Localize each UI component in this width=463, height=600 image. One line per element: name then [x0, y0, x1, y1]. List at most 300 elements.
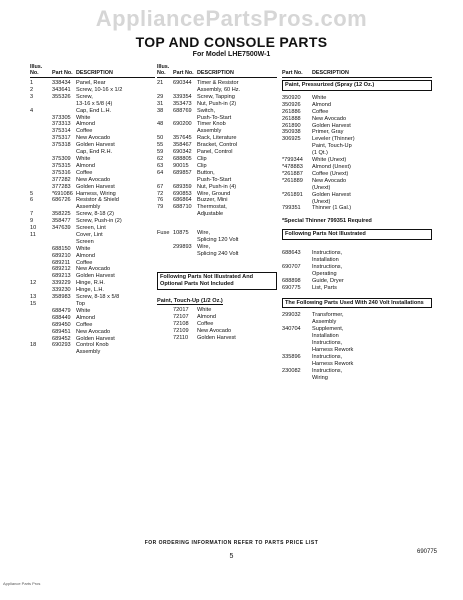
part-description: Thermostat, — [197, 204, 227, 211]
part-number: 338434 — [52, 80, 71, 86]
part-number — [282, 257, 312, 264]
part-number: 358983 — [52, 294, 71, 301]
part-number: 375318 — [52, 142, 71, 149]
column-header — [282, 60, 432, 78]
part-description: Coffee — [76, 259, 93, 266]
page-number: 5 — [229, 553, 234, 560]
part-description: White — [76, 245, 91, 252]
illus-number: 11 — [30, 231, 36, 238]
illus-number: Fuse — [157, 230, 170, 237]
parts-row — [282, 375, 432, 382]
illus-number — [157, 251, 173, 258]
parts-row — [30, 315, 155, 322]
part-number: 688449 — [52, 314, 71, 321]
parts-row — [282, 143, 432, 150]
part-description: Bracket, Control — [197, 142, 238, 149]
part-description: White (Unext) — [312, 157, 347, 164]
illus-number — [30, 336, 52, 343]
part-number: 358225 — [52, 211, 71, 218]
parts-row — [282, 271, 432, 278]
part-number: *261891 — [282, 191, 303, 198]
part-description: Screw, 8-18 x 5/8 — [76, 294, 120, 301]
part-number: 688710 — [173, 204, 192, 211]
part-number: 340704 — [282, 326, 301, 333]
parts-row — [282, 185, 432, 192]
part-number — [282, 143, 312, 150]
illus-number — [157, 87, 173, 94]
part-description: Assembly — [197, 128, 222, 135]
part-description: Nut, Push-in (2) — [197, 100, 237, 107]
parts-row — [282, 326, 432, 333]
part-header: Part No. — [52, 70, 73, 76]
illus-number — [30, 177, 52, 184]
corner-mark: Appliance Parts Pros — [3, 581, 41, 586]
illus-number — [30, 149, 52, 156]
parts-row — [157, 94, 277, 101]
illus-number — [157, 307, 173, 314]
touchup-list — [157, 307, 277, 342]
touchup-label: Paint, Touch-Up (1/2 Oz.) — [157, 297, 223, 304]
parts-row — [282, 312, 432, 319]
part-description: Control Knob — [76, 342, 109, 349]
part-number — [173, 251, 197, 258]
part-description: Golden Harvest — [312, 122, 351, 129]
parts-row — [282, 178, 432, 185]
parts-row — [30, 246, 155, 253]
parts-row — [282, 340, 432, 347]
illus-number: 38 — [157, 107, 164, 114]
part-number: 72110 — [173, 335, 189, 342]
illus-number: 79 — [157, 204, 164, 211]
part-number: 688769 — [173, 107, 192, 114]
part-number — [282, 185, 312, 192]
illus-number — [30, 128, 52, 135]
parts-row — [30, 336, 155, 343]
part-description: Screen — [76, 238, 94, 245]
part-description: 13-16 x 5/8 (4) — [76, 100, 113, 107]
parts-row — [282, 102, 432, 109]
parts-row — [30, 301, 155, 308]
parts-row — [282, 319, 432, 326]
parts-row — [157, 108, 277, 115]
part-description: (Unext) — [312, 184, 331, 191]
part-description: Cap, End R.H. — [76, 149, 113, 156]
parts-row — [30, 211, 155, 218]
parts-row — [282, 333, 432, 340]
part-description: Switch, — [197, 107, 216, 114]
illus-number — [30, 315, 52, 322]
part-description: Wiring — [312, 374, 328, 381]
illus-number: 3 — [30, 93, 34, 100]
part-description: New Avocado — [76, 328, 111, 335]
part-number: 690707 — [282, 263, 301, 270]
part-number: 686726 — [52, 197, 71, 204]
parts-row — [157, 142, 277, 149]
part-description: Installation — [312, 333, 339, 340]
part-description: New Avocado — [76, 176, 111, 183]
parts-row — [157, 121, 277, 128]
illus-number — [157, 328, 173, 335]
part-number: 688805 — [173, 155, 192, 162]
illus-number — [30, 246, 52, 253]
model-subtitle: For Model LHE7500W-1 — [192, 51, 271, 58]
illus-number — [30, 115, 52, 122]
part-number: 689857 — [173, 169, 192, 176]
parts-row — [157, 237, 277, 244]
part-number: 375316 — [52, 169, 71, 176]
part-description: Buzzer, Mini — [197, 197, 228, 204]
part-description: New Avocado — [76, 266, 111, 273]
description-header: DESCRIPTION — [76, 70, 113, 76]
parts-row — [282, 368, 432, 375]
column-header — [157, 60, 277, 78]
illus-number: 12 — [30, 280, 37, 287]
part-number: 350938 — [282, 129, 301, 136]
illus-number: 31 — [157, 100, 164, 107]
illus-number — [157, 321, 173, 328]
page-title: TOP AND CONSOLE PARTS — [135, 34, 328, 50]
parts-row — [30, 197, 155, 204]
parts-row — [282, 257, 432, 264]
illus-number — [30, 349, 52, 356]
parts-row — [30, 280, 155, 287]
parts-row — [282, 123, 432, 130]
parts-list — [30, 80, 155, 356]
part-number: 690344 — [173, 80, 192, 86]
part-number: 799351 — [282, 205, 301, 212]
part-description: Primer, Gray — [312, 129, 344, 136]
illus-number: 6 — [30, 197, 34, 204]
part-number: 689213 — [52, 273, 71, 280]
parts-row — [282, 116, 432, 123]
illus-number: 72 — [157, 190, 164, 197]
parts-row — [157, 230, 277, 237]
part-description: Leveler (Thinner) — [312, 136, 355, 143]
document-number: 690775 — [417, 549, 438, 555]
parts-column-3 — [282, 60, 432, 382]
parts-row — [30, 294, 155, 301]
parts-row — [30, 94, 155, 101]
part-number: 690200 — [173, 121, 192, 128]
parts-row — [30, 115, 155, 122]
parts-row — [30, 80, 155, 87]
part-number — [282, 347, 312, 354]
parts-row — [30, 266, 155, 273]
part-number — [282, 319, 312, 326]
part-number: 690775 — [282, 284, 301, 291]
part-description: Push-To-Start — [197, 176, 232, 183]
parts-row — [30, 177, 155, 184]
parts-row — [157, 335, 277, 342]
illus-number: 50 — [157, 135, 164, 142]
part-description: Coffee — [312, 108, 329, 115]
part-number — [52, 204, 76, 211]
part-number — [173, 87, 197, 94]
part-number: 72017 — [173, 307, 189, 314]
part-number: 377283 — [52, 183, 71, 190]
part-number — [52, 232, 76, 239]
part-description: Harness, Wiring — [76, 190, 116, 197]
part-number — [52, 101, 76, 108]
parts-row — [30, 342, 155, 349]
part-description: Harness Rework — [312, 360, 354, 367]
part-description: Resistor & Shield — [76, 197, 119, 204]
illus-number — [30, 239, 52, 246]
part-description: Assembly — [312, 319, 337, 326]
part-number — [282, 150, 312, 157]
part-description: Supplement, — [312, 326, 344, 333]
part-number: 358467 — [173, 142, 192, 149]
illus-number: 9 — [30, 218, 34, 225]
part-number — [282, 375, 312, 382]
part-description: Push-To-Start — [197, 114, 232, 121]
part-number: 343641 — [52, 86, 71, 93]
part-description: White — [197, 307, 212, 314]
part-number: 373305 — [52, 114, 71, 121]
parts-row — [30, 329, 155, 336]
parts-row — [157, 184, 277, 191]
part-description: Assembly — [76, 349, 101, 356]
part-description: Timer Knob — [197, 121, 226, 128]
part-description: Wire, — [197, 243, 211, 250]
part-number: 688479 — [52, 307, 71, 314]
illus-number — [30, 163, 52, 170]
part-description: Adjustable — [197, 211, 224, 218]
part-number: 375315 — [52, 162, 71, 169]
part-description: Paint, Touch-Up — [312, 143, 352, 150]
part-number: 689359 — [173, 183, 192, 190]
part-description: Almond — [312, 101, 331, 108]
part-description: Clip — [197, 162, 207, 169]
parts-row — [157, 115, 277, 122]
part-number: 261890 — [282, 122, 301, 129]
part-description: Transformer, — [312, 312, 344, 319]
part-description: Hinge, L.H. — [76, 287, 104, 294]
parts-row — [157, 170, 277, 177]
illus-number: 10 — [30, 225, 37, 232]
part-description: Assembly, 60 Hz. — [197, 86, 241, 93]
parts-row — [282, 354, 432, 361]
parts-row — [157, 328, 277, 335]
parts-list — [282, 250, 432, 291]
part-description: Golden Harvest — [76, 142, 115, 149]
part-description: Clip — [197, 155, 207, 162]
parts-row — [30, 149, 155, 156]
illus-number — [157, 335, 173, 342]
part-description: Almond — [197, 314, 216, 321]
illus-number: 18 — [30, 342, 37, 349]
illus-number: 63 — [157, 162, 164, 169]
illus-number — [30, 121, 52, 128]
parts-row — [30, 121, 155, 128]
part-number: 357645 — [173, 135, 192, 142]
part-number: 347639 — [52, 225, 71, 232]
parts-row — [157, 307, 277, 314]
part-number: 355326 — [52, 93, 71, 100]
parts-row — [282, 264, 432, 271]
illus-number: 55 — [157, 142, 164, 149]
parts-row — [30, 170, 155, 177]
description-header: DESCRIPTION — [197, 70, 234, 76]
illus-number: 21 — [157, 80, 164, 86]
illus-number — [30, 273, 52, 280]
parts-list — [282, 95, 432, 212]
illus-number: 76 — [157, 197, 164, 204]
part-description: Operating — [312, 270, 337, 277]
parts-row — [157, 135, 277, 142]
part-number: *691086 — [52, 190, 73, 197]
part-description: New Avocado — [312, 115, 347, 122]
parts-row — [282, 150, 432, 157]
parts-row — [30, 101, 155, 108]
illus-number — [30, 184, 52, 191]
parts-row — [157, 163, 277, 170]
part-number: 688898 — [282, 277, 301, 284]
parts-row — [157, 191, 277, 198]
parts-row — [282, 171, 432, 178]
part-description: Screw, Tapping — [197, 93, 235, 100]
illus-header: Illus. No. — [157, 64, 170, 76]
parts-row — [157, 87, 277, 94]
parts-row — [157, 204, 277, 211]
parts-row — [282, 361, 432, 368]
illus-number: 2 — [30, 86, 34, 93]
parts-row — [30, 322, 155, 329]
part-description: Installation — [312, 257, 339, 264]
parts-row — [30, 239, 155, 246]
parts-row — [30, 232, 155, 239]
part-number: 375314 — [52, 128, 71, 135]
part-description: (1 Qt.) — [312, 150, 328, 157]
part-number: 299032 — [282, 312, 301, 319]
part-number: 335896 — [282, 353, 301, 360]
parts-row — [157, 156, 277, 163]
part-number: 375317 — [52, 135, 71, 142]
part-description: Guide, Dryer — [312, 277, 344, 284]
part-number — [282, 271, 312, 278]
part-description: Coffee (Unext) — [312, 170, 349, 177]
illus-number: 29 — [157, 93, 164, 100]
parts-row — [157, 149, 277, 156]
watermark: AppliancePartsPros.com — [95, 6, 368, 31]
part-description: Instructions, — [312, 250, 343, 257]
illus-number: 15 — [30, 301, 37, 307]
parts-row — [157, 128, 277, 135]
part-number — [282, 333, 312, 340]
part-description: Almond — [76, 162, 95, 169]
parts-row — [30, 273, 155, 280]
parts-row — [30, 253, 155, 260]
illus-number — [30, 287, 52, 294]
parts-column-1 — [30, 60, 155, 356]
illus-number — [30, 142, 52, 149]
part-number: 350926 — [282, 101, 301, 108]
part-number: 373313 — [52, 121, 71, 128]
illus-number: 48 — [157, 121, 164, 128]
part-number: 689210 — [52, 252, 71, 259]
part-number: 339229 — [52, 280, 71, 287]
illus-number: 62 — [157, 155, 164, 162]
parts-row — [157, 197, 277, 204]
parts-row — [157, 314, 277, 321]
parts-row — [282, 109, 432, 116]
part-number — [52, 149, 76, 156]
part-number: 689451 — [52, 328, 71, 335]
illus-number — [157, 177, 173, 184]
part-description: Instructions, — [312, 367, 343, 374]
illus-number — [157, 237, 173, 244]
part-description: Coffee — [76, 128, 93, 135]
description-header: DESCRIPTION — [312, 70, 349, 76]
parts-row — [30, 87, 155, 94]
special-thinner-note: *Special Thinner 799351 Required — [282, 218, 372, 225]
parts-row — [30, 156, 155, 163]
parts-row — [282, 95, 432, 102]
part-number: 90015 — [173, 162, 189, 169]
part-number: 339354 — [173, 93, 192, 100]
part-number: 689452 — [52, 335, 71, 342]
parts-row — [282, 250, 432, 257]
part-description: Golden Harvest — [76, 335, 115, 342]
parts-row — [282, 347, 432, 354]
part-description: Screw, 8-18 (2) — [76, 211, 114, 218]
parts-row — [30, 108, 155, 115]
part-description: New Avocado — [312, 177, 347, 184]
part-number: 689211 — [52, 259, 71, 266]
part-number — [282, 340, 312, 347]
part-number: 339230 — [52, 287, 71, 294]
part-description: Instructions, — [312, 353, 343, 360]
ordering-footer: FOR ORDERING INFORMATION REFER TO PARTS PRICE LIST — [144, 540, 319, 546]
illus-number — [30, 101, 52, 108]
part-description: Golden Harvest — [312, 191, 351, 198]
part-number: 377282 — [52, 176, 71, 183]
part-number: *261889 — [282, 177, 303, 184]
part-number: 299893 — [173, 243, 192, 250]
part-description: Nut, Push-in (4) — [197, 183, 237, 190]
parts-row — [157, 211, 277, 218]
illus-number: 59 — [157, 149, 164, 156]
part-description: Screw, — [76, 93, 93, 100]
part-description: Panel, Rear — [76, 80, 106, 86]
illus-number: 4 — [30, 107, 34, 114]
parts-row — [30, 204, 155, 211]
part-number: 688643 — [282, 250, 301, 257]
pressurized-paint-box: Paint, Pressurized (Spray (12 Oz.) — [282, 80, 432, 91]
parts-row — [282, 157, 432, 164]
parts-list — [157, 80, 277, 218]
parts-row — [30, 225, 155, 232]
illus-number — [157, 128, 173, 135]
parts-row — [30, 135, 155, 142]
illus-number — [157, 211, 173, 218]
part-number: 306925 — [282, 136, 301, 143]
part-description: Hinge, R.H. — [76, 280, 105, 287]
part-number — [52, 349, 76, 356]
part-description: Instructions, — [312, 263, 343, 270]
part-number — [282, 361, 312, 368]
part-description: Splicing 240 Volt — [197, 250, 239, 257]
parts-row — [30, 349, 155, 356]
part-description: New Avocado — [76, 135, 111, 142]
part-number: 690342 — [173, 149, 192, 156]
part-description: Golden Harvest — [76, 183, 115, 190]
part-description: Coffee — [197, 321, 214, 328]
part-description: Coffee — [76, 321, 93, 328]
part-description: White — [76, 307, 91, 314]
part-number: *478883 — [282, 163, 303, 170]
parts-row — [282, 136, 432, 143]
